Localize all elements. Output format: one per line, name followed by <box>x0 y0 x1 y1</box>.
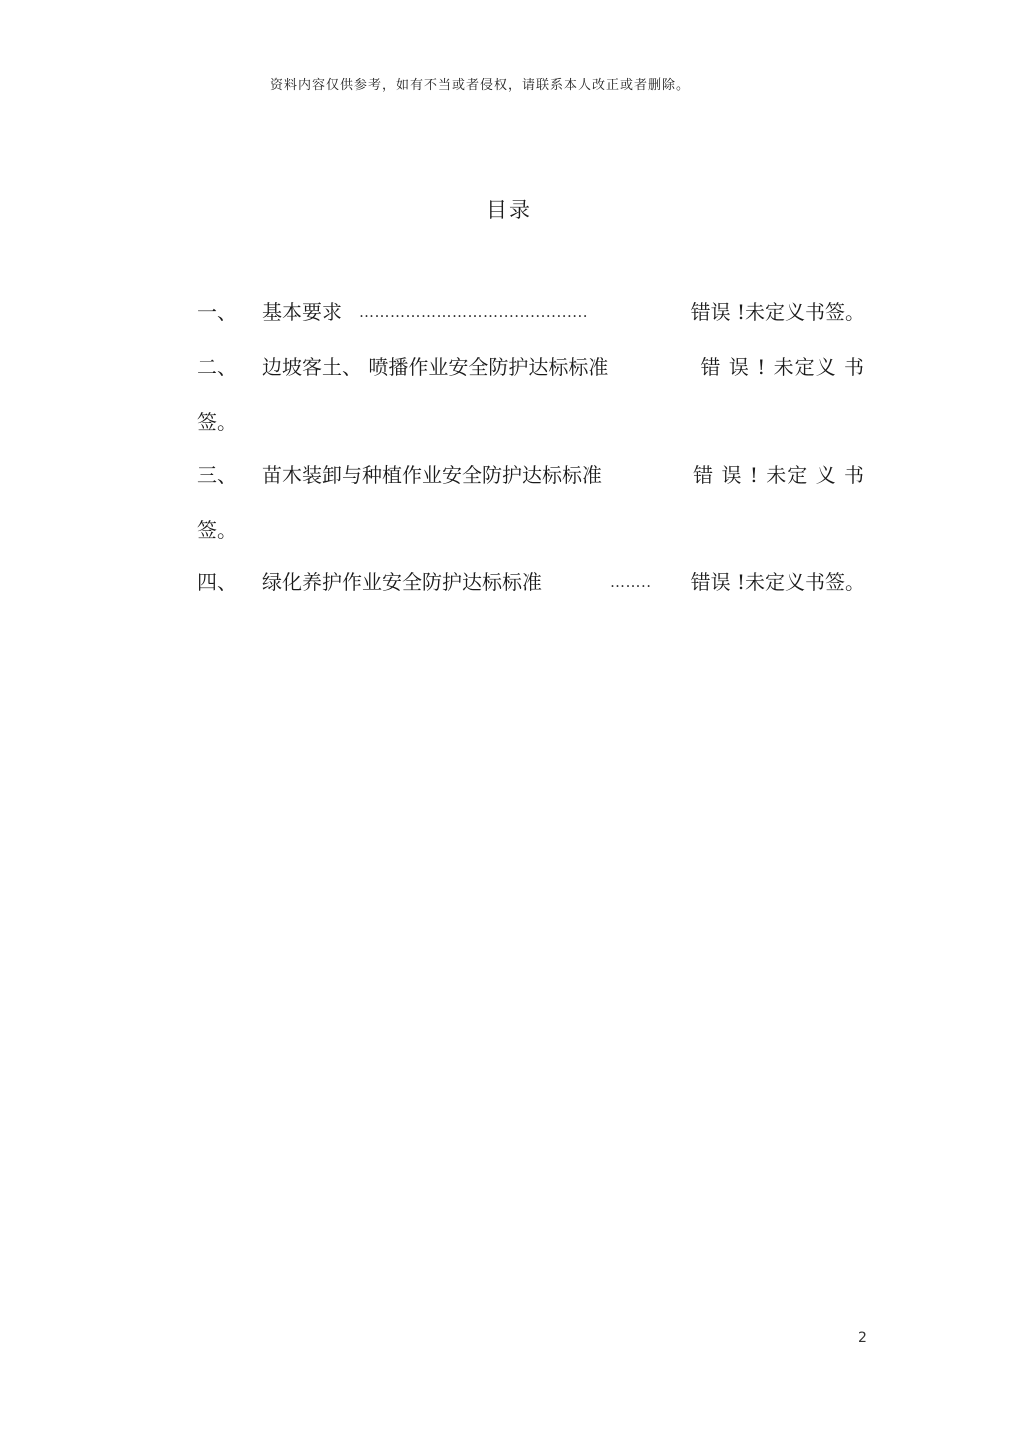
disclaimer-note: 资料内容仅供参考，如有不当或者侵权，请联系本人改正或者删除。 <box>269 78 690 93</box>
toc-entry[interactable] <box>197 567 865 597</box>
toc-entry-reference: 错 误 ! 未定 义 书 <box>693 463 865 487</box>
toc-leader-dots: ………………………................. <box>359 303 589 321</box>
toc-entry-number: 二、 <box>197 355 237 379</box>
toc-entry-number: 四、 <box>197 570 237 594</box>
toc-entry-title: 绿化养护作业安全防护达标标准 <box>262 570 542 594</box>
toc-entry[interactable] <box>197 297 865 327</box>
toc-entry-reference: 错误 !未定义书签。 <box>690 300 865 324</box>
toc-entry[interactable] <box>197 352 865 382</box>
page-number: 2 <box>858 1330 867 1346</box>
toc-entry[interactable] <box>197 460 865 490</box>
toc-entry-title: 基本要求 <box>262 300 342 324</box>
toc-title: 目录 <box>486 198 532 222</box>
toc-entry-reference-continued: 签。 <box>197 410 237 434</box>
toc-entry-number: 一、 <box>197 300 237 324</box>
toc-entry-title: 苗木装卸与种植作业安全防护达标标准 <box>262 463 602 487</box>
toc-entry-title: 边坡客土、 喷播作业安全防护达标标准 <box>262 355 609 379</box>
toc-entry-reference: 错 误 ! 未定义 书 <box>700 355 865 379</box>
toc-leader-dots: …….. <box>610 573 652 591</box>
toc-entry-number: 三、 <box>197 463 237 487</box>
toc-entry-reference: 错误 !未定义书签。 <box>690 570 865 594</box>
toc-entry-reference-continued: 签。 <box>197 518 237 542</box>
